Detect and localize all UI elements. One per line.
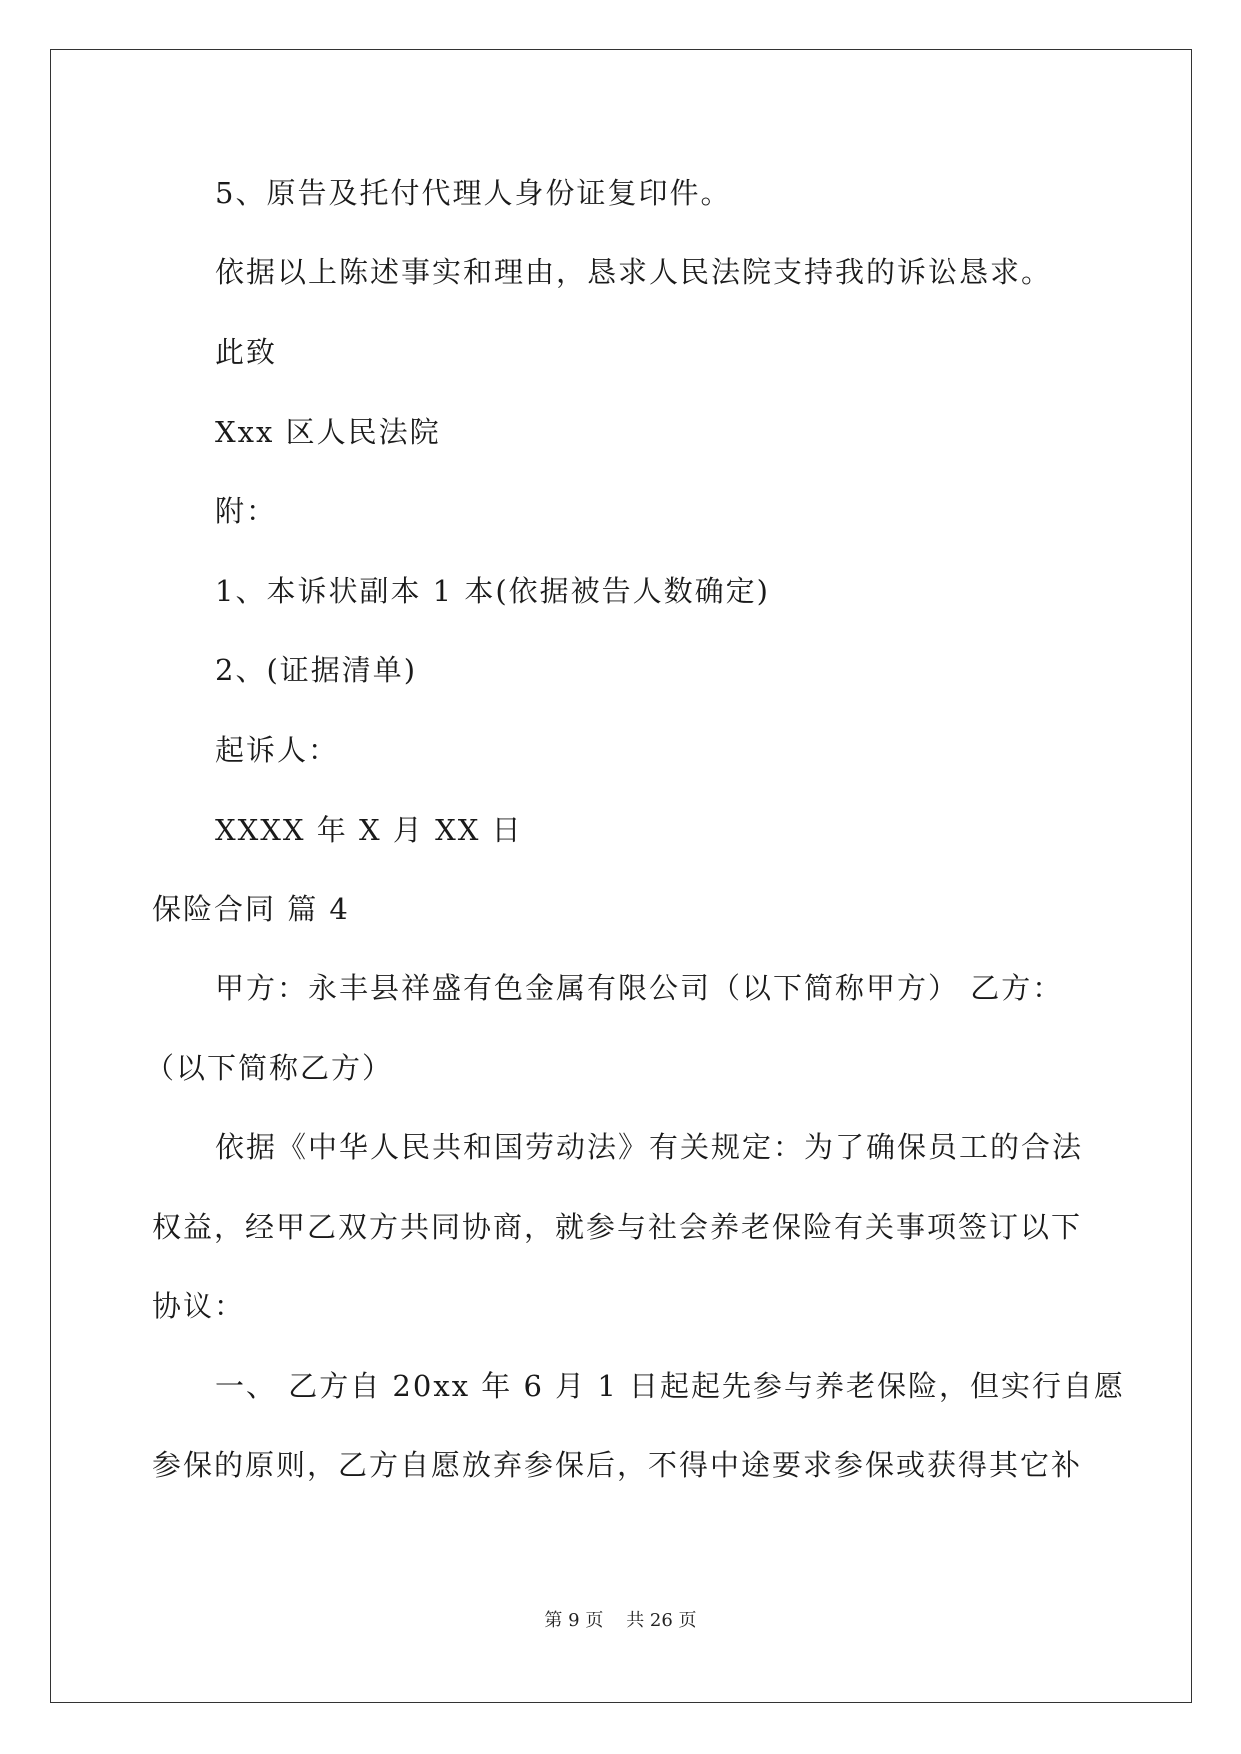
page-footer [0,1606,1241,1632]
doc-line-appendix-1: 1、本诉状副本 1 本(依据被告人数确定) [215,574,770,608]
doc-line-request: 依据以上陈述事实和理由，恳求人民法院支持我的诉讼恳求。 [215,255,1053,289]
doc-line-court: Xxx 区人民法院 [215,415,441,449]
doc-line-clause-1b: 参保的原则，乙方自愿放弃参保后，不得中途要求参保或获得其它补 [152,1448,1083,1482]
doc-line-attachment-5: 5、原告及托付代理人身份证复印件。 [215,176,732,210]
doc-line-basis-1: 依据《中华人民共和国劳动法》有关规定：为了确保员工的合法 [215,1130,1084,1164]
page-number: 第 9 页 共 26 页 [544,1610,697,1631]
doc-line-appendix-heading: 附： [215,494,278,528]
doc-line-clause-1a: 一、 乙方自 20xx 年 6 月 1 日起起先参与养老保险，但实行自愿 [215,1369,1126,1403]
doc-line-basis-2: 权益，经甲乙双方共同协商，就参与社会养老保险有关事项签订以下 [152,1210,1083,1244]
doc-line-appendix-2: 2、(证据清单) [215,653,418,687]
doc-line-party-b: （以下简称乙方） [145,1051,394,1085]
doc-line-date: XXXX 年 X 月 XX 日 [215,813,523,847]
doc-line-basis-3: 协议： [152,1289,246,1323]
doc-line-plaintiff: 起诉人： [215,733,340,767]
doc-line-party-a: 甲方：永丰县祥盛有色金属有限公司（以下简称甲方） 乙方： [215,971,1064,1005]
doc-line-salutation: 此致 [215,335,278,369]
section-heading: 保险合同 篇 4 [152,892,350,926]
